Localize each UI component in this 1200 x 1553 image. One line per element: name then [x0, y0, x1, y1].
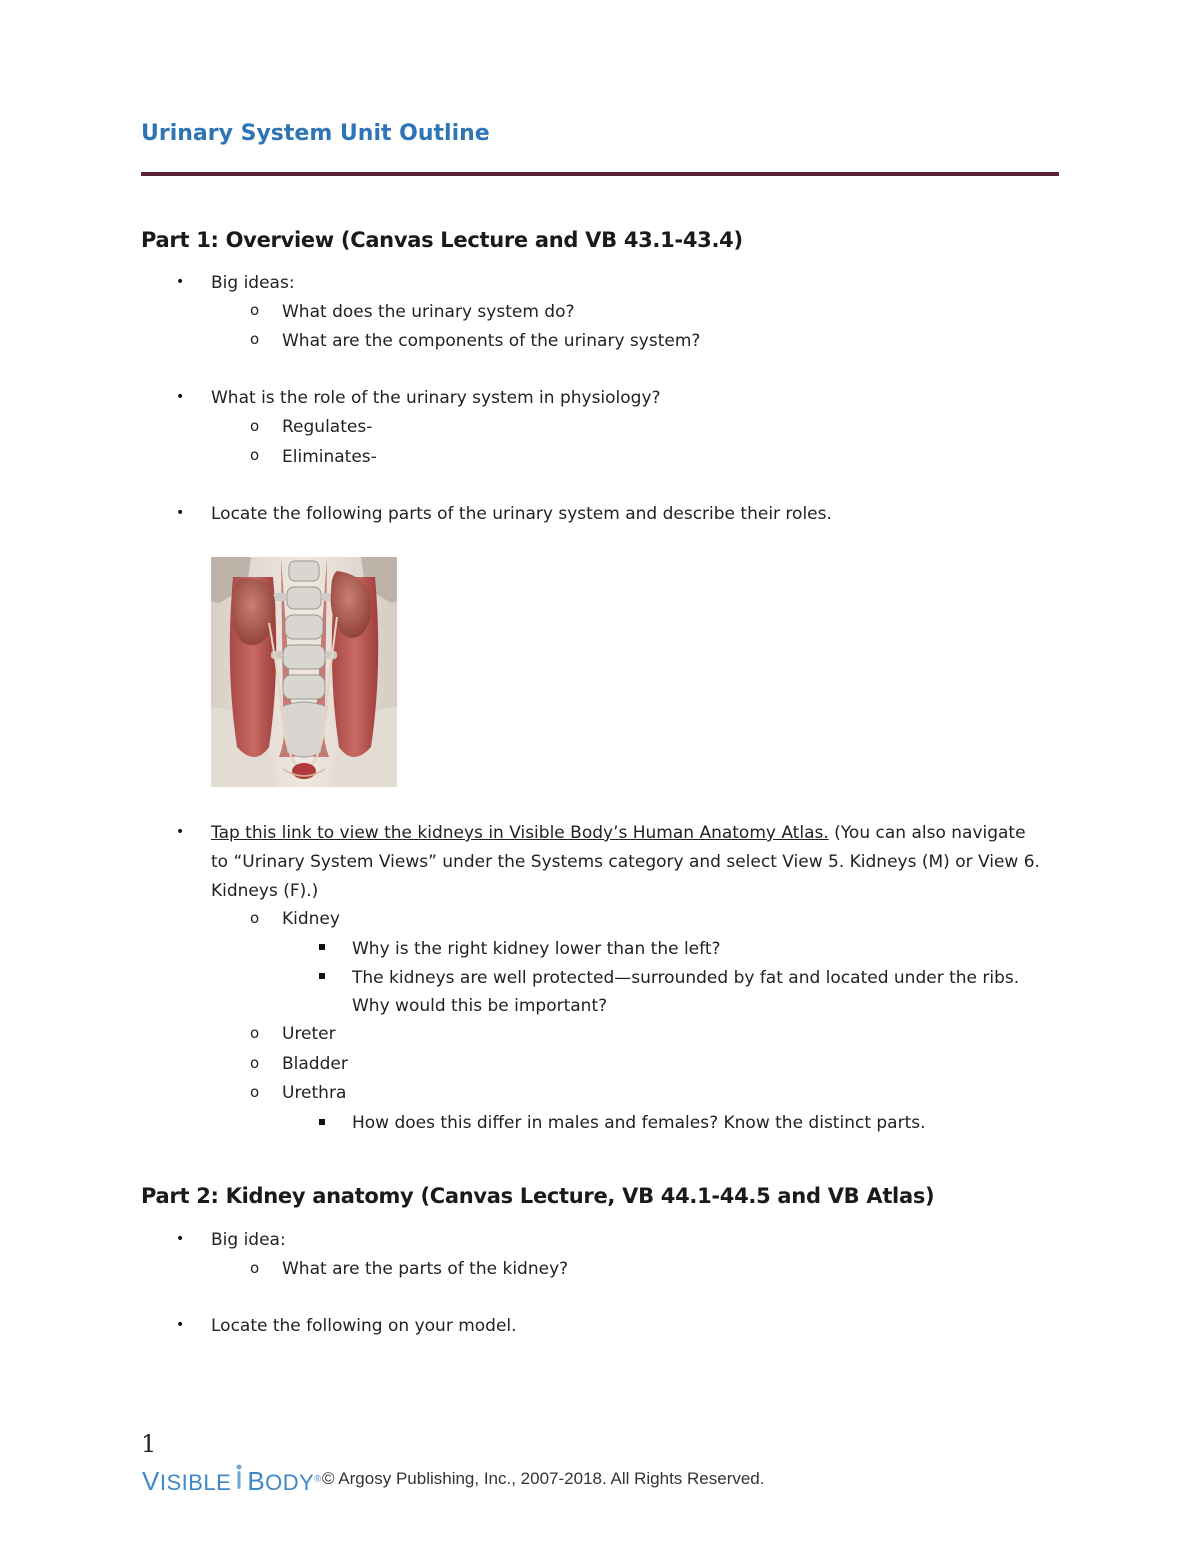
sub-bullet-icon: o: [250, 1259, 260, 1277]
list-item: Eliminates-: [282, 447, 377, 467]
sub-bullet-icon: o: [250, 417, 260, 435]
document-title: Urinary System Unit Outline: [141, 121, 490, 146]
visible-body-atlas-link[interactable]: Tap this link to view the kidneys in Visible Body’s Human Anatomy Atlas.: [211, 823, 829, 843]
visible-body-logo: VISIBLE BODY®: [142, 1466, 322, 1496]
list-item: Locate the following parts of the urinary system and describe their roles.: [211, 504, 832, 524]
part2-heading: Part 2: Kidney anatomy (Canvas Lecture, VB 44.1-44.5 and VB Atlas): [141, 1184, 935, 1208]
list-item: The kidneys are well protected—surrounded by fat and located under the ribs.: [352, 968, 1020, 988]
list-item: Big ideas:: [211, 273, 295, 293]
list-item: Why would this be important?: [352, 996, 608, 1016]
bullet-icon: •: [176, 274, 185, 290]
sub-bullet-icon: o: [250, 1054, 260, 1072]
bullet-icon: •: [176, 824, 185, 840]
sub-bullet-icon: o: [250, 330, 260, 348]
list-item: Ureter: [282, 1024, 336, 1044]
part1-heading: Part 1: Overview (Canvas Lecture and VB 43.1-43.4): [141, 228, 743, 252]
list-item-text: (You can also navigate: [828, 823, 1026, 843]
copyright-notice: © Argosy Publishing, Inc., 2007-2018. All Rights Reserved.: [322, 1469, 765, 1488]
figure-icon: [235, 1464, 243, 1490]
list-item: Why is the right kidney lower than the left?: [352, 939, 721, 959]
list-item: Regulates-: [282, 417, 373, 437]
square-bullet-icon: [319, 944, 325, 950]
list-item: Locate the following on your model.: [211, 1316, 517, 1336]
list-item: [211, 821, 1026, 845]
list-item: What are the components of the urinary system?: [282, 331, 701, 351]
list-item: Bladder: [282, 1054, 348, 1074]
sub-bullet-icon: o: [250, 1083, 260, 1101]
sub-bullet-icon: o: [250, 909, 260, 927]
sub-bullet-icon: o: [250, 446, 260, 464]
title-rule: [141, 172, 1059, 176]
list-item: Big idea:: [211, 1230, 286, 1250]
bullet-icon: •: [176, 1317, 185, 1333]
sub-bullet-icon: o: [250, 301, 260, 319]
square-bullet-icon: [319, 973, 325, 979]
list-item: What does the urinary system do?: [282, 302, 575, 322]
list-item: What is the role of the urinary system in physiology?: [211, 388, 661, 408]
bullet-icon: •: [176, 1231, 185, 1247]
page-number: 1: [141, 1430, 157, 1458]
list-item: What are the parts of the kidney?: [282, 1259, 569, 1279]
list-item: Kidney: [282, 909, 340, 929]
bullet-icon: •: [176, 389, 185, 405]
list-item: Urethra: [282, 1083, 347, 1103]
urinary-system-anatomy-image: [211, 557, 397, 787]
list-item: to “Urinary System Views” under the Systems category and select View 5. Kidneys (M) or View 6.: [211, 852, 1040, 872]
bullet-icon: •: [176, 505, 185, 521]
list-item: How does this differ in males and females? Know the distinct parts.: [352, 1113, 926, 1133]
square-bullet-icon: [319, 1119, 325, 1125]
sub-bullet-icon: o: [250, 1024, 260, 1042]
list-item: Kidneys (F).): [211, 881, 319, 901]
